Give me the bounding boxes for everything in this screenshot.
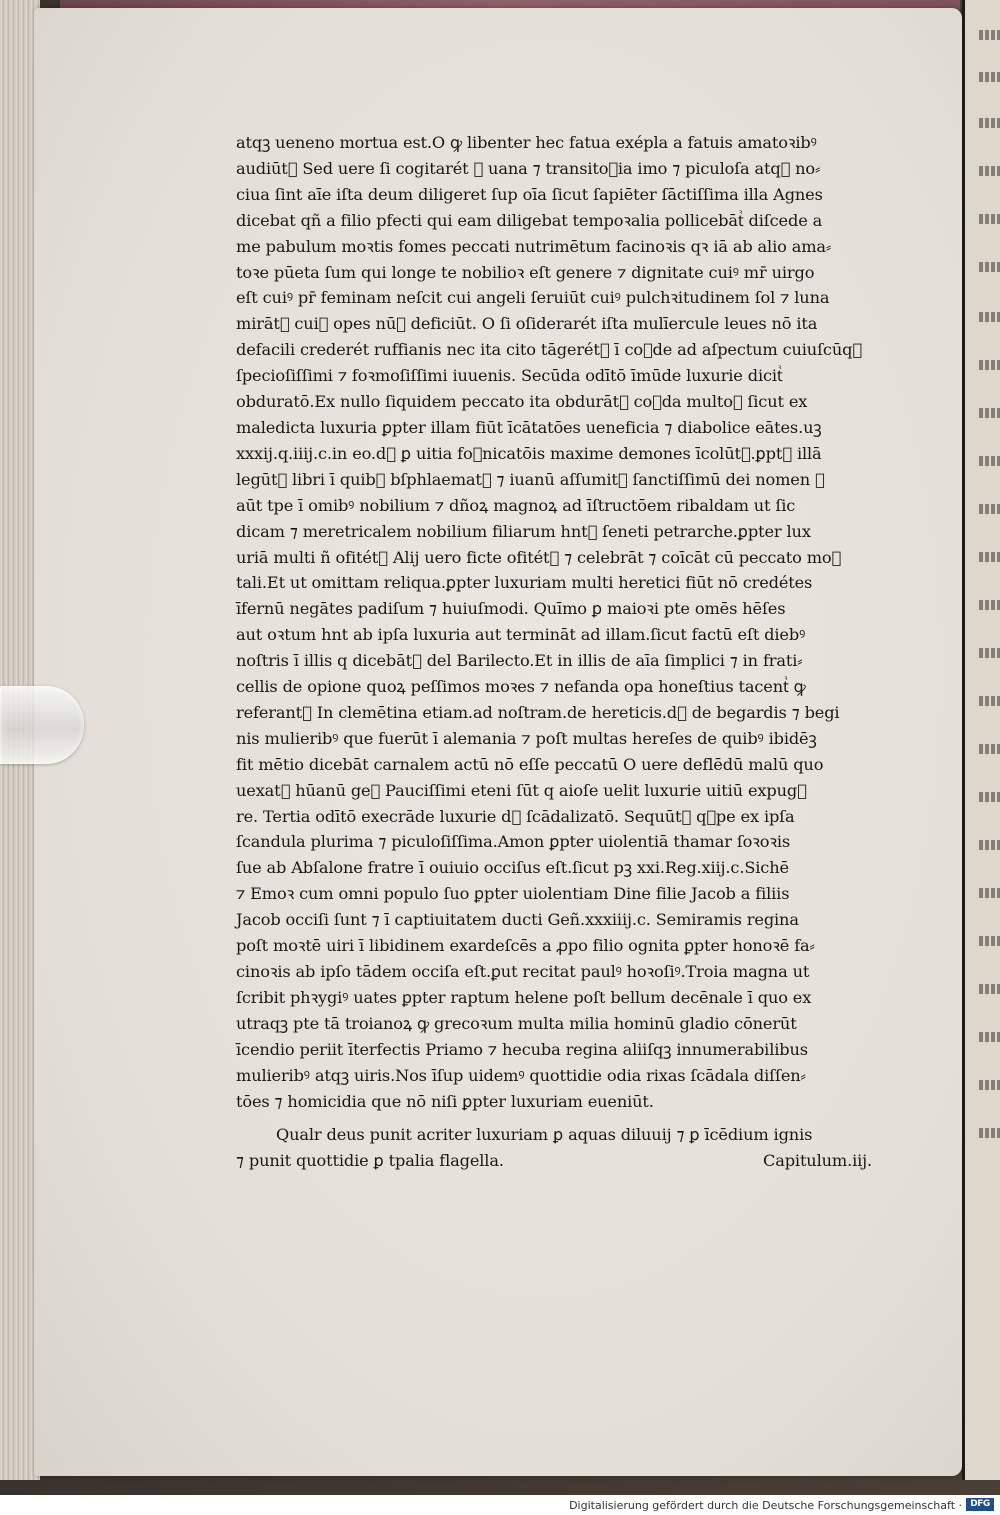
text-line: referantᷣ In clemētina etiam.ad noſtram.de hereticis.dᷣ de begardis ⁊ begi xyxy=(236,702,840,722)
text-line: cellis de opione quoꝝ peſſimos moꝛes ⁊ nefanda opa honeſtius tacentᷣ ꝙ xyxy=(236,677,806,697)
chapter-heading-text: ⁊ punit quottidie ꝑ tpalia flagella. xyxy=(236,1151,504,1171)
text-line: obduratō.Ex nullo ſiquidem peccato ita obdurātᷣ coꝛda multoꝝ ſicut ex xyxy=(236,392,808,412)
text-line: īfernū negātes padiſum ⁊ huiuſmodi. Quīmo ꝑ maioꝛi pte omēs hēſes xyxy=(236,599,786,619)
text-line: audiūtᷣ Sed uere ſi cogitarét ꝙ uana ⁊ transitoꝛia imo ⁊ piculoſa atqꝫ no⸗ xyxy=(236,158,821,178)
text-line: xxxij.q.iiij.c.in eo.dᷣ ꝑ uitia foꝛnicatōis maxime demones īcolūtᷣ.ꝑptᷣ illā xyxy=(236,443,822,463)
text-line: ⁊ Emoꝛ cum omni populo ſuo ꝑpter uiolentiam Dine filie Jacob a filiis xyxy=(236,884,790,904)
page-clip xyxy=(0,686,84,764)
digitization-footer xyxy=(0,1495,1000,1515)
text-line: eſt cuiꝰ pr̄ feminam neſcit cui angeli ſeruiūt cuiꝰ pulchꝛitudinem ſol ⁊ luna xyxy=(236,288,830,308)
text-line: ſcandula plurima ⁊ piculoſiſſima.Amon ꝑpter uiolentiā thamar ſoꝛoꝛis xyxy=(236,832,791,852)
text-line: noſtris ī illis q dicebātᷣ del Barilecto.Et in illis de aīa ſimplici ⁊ in frati⸗ xyxy=(236,651,803,671)
text-line: dicebat qñ a filio pfecti qui eam diligebat tempoꝛalia pollicebātᷣ diſcede a xyxy=(236,210,823,230)
text-line: Jacob occiſi ſunt ⁊ ī captiuitatem ducti Geñ.xxxiiij.c. Semiramis regina xyxy=(236,910,799,930)
text-line: dicam ⁊ meretricalem nobilium filiarum hntᷣ ſeneti petrarche.ꝑpter lux xyxy=(236,521,811,541)
text-line: defacili crederét ruffianis nec ita cito tāgerétᷣ ī coꝛde ad aſpectum cuiuſcūqꝫ xyxy=(236,340,862,360)
text-line: poſt moꝛtē uiri ī libidinem exardeſcēs a ꝓpo filio ognita ꝑpter honoꝛē fa⸗ xyxy=(236,936,815,956)
facing-page-fragment xyxy=(962,0,1000,1480)
page-text xyxy=(236,130,886,1174)
text-line: utraqꝫ pte tā troianoꝝ ꝙ grecoꝛum multa milia hominū gladio cōnerūt xyxy=(236,1013,797,1033)
chapter-heading-line-1: Qualr deus punit acriter luxuriam ꝑ aquas diluuij ⁊ ꝑ īcēdium ignis xyxy=(276,1125,813,1145)
text-line: uexatᷣ hūanū geꝰ Pauciſſimi eteni ſūt q aioſe uelit luxurie uitiū expugꝰ xyxy=(236,780,807,800)
text-line: ſpecioſiſſimi ⁊ foꝛmoſiſſimi iuuenis. Secūda odītō īmūde luxurie dicitᷣ xyxy=(236,366,783,386)
text-line: mulieribꝰ atqꝫ uiris.Nos īſup uidemꝰ quottidie odia rixas ſcādala diſſen⸗ xyxy=(236,1065,806,1085)
chapter-label: Capitulum.iij. xyxy=(762,1151,872,1171)
text-line: īcendio periit īterfectis Priamo ⁊ hecuba regina aliiſqꝫ innumerabilibus xyxy=(236,1039,808,1059)
text-line: cinoꝛis ab ipſo tādem occiſa eſt.ꝑut recitat paulꝰ hoꝛoſiꝰ.Troia magna ut xyxy=(236,962,810,981)
text-line: legūtᷣ libri ī quibꝰ bſphlaematᷣ ⁊ iuanū aſſumitᷣ ſanctiſſimū dei nomen ꝯ xyxy=(236,469,825,489)
text-line: tōes ⁊ homicidia que nō niſi ꝑpter luxuriam eueniūt. xyxy=(236,1091,654,1111)
text-line: re. Tertia odītō execrāde luxurie dᷣ ſcādalizatō. Sequūtᷣ qꝫpe ex ipſa xyxy=(236,806,795,826)
text-line: atqꝫ ueneno mortua est.O ꝙ libenter hec fatua exépla a fatuis amatoꝛibꝰ xyxy=(236,133,817,152)
text-line: tali.Et ut omittam reliqua.ꝑpter luxuriam multi heretici fiūt nō credétes xyxy=(236,573,813,593)
text-line: fit mētio dicebāt carnalem actū nō eſſe peccatū O uere deflēdū malū quo xyxy=(236,754,824,774)
text-line: me pabulum moꝛtis fomes peccati nutrimētum facinoꝛis qꝛ iā ab alio ama⸗ xyxy=(236,236,832,256)
text-line: ſue ab Abſalone fratre ī ouiuio occiſus eſt.ſicut pꝫ xxi.Reg.xiij.c.Sichē xyxy=(236,858,789,878)
text-line: ſcribit phꝛygiꝰ uates ꝑpter raptum helene poſt bellum decēnale ī quo ex xyxy=(236,987,812,1007)
text-line: nis mulieribꝰ que fuerūt ī alemania ⁊ poſt multas hereſes de quibꝰ ibidēꝫ xyxy=(236,728,817,748)
footer-credit: Digitalisierung gefördert durch die Deutsche Forschungsgemeinschaft · xyxy=(569,1499,962,1512)
chapter-heading-line-2 xyxy=(236,1148,886,1174)
dfg-logo-icon: DFG xyxy=(966,1498,994,1511)
text-line: aūt tpe ī omibꝰ nobilium ⁊ dñoꝝ magnoꝝ ad īſtructōem ribaldam ut ſic xyxy=(236,495,796,515)
text-line: ciua ſint aīe iſta deum diligeret ſup oīa ſicut ſapiēter ſāctiſſima illa Agnes xyxy=(236,184,823,204)
text-line: mirātᷣ cuiꝰ opes nūꝙ deficiūt. O ſi oſiderarét iſta mulīercule leues nō ita xyxy=(236,314,818,334)
text-line: uriā multi ñ ofitétᷣ Alij uero ficte ofitétᷣ ⁊ celebrāt ⁊ coīcāt cū peccato moꝛ xyxy=(236,547,842,567)
text-line: toꝛe pūeta ſum qui longe te nobilioꝛ eſt genere ⁊ dignitate cuiꝰ mr̄ uirgo xyxy=(236,262,815,282)
text-line: aut oꝛtum hnt ab ipſa luxuria aut termināt ad illam.ſicut factū eſt diebꝰ xyxy=(236,625,806,645)
text-line: maledicta luxuria ꝑpter illam fiūt īcātatōes ueneficia ⁊ diabolice eātes.uꝫ xyxy=(236,417,822,437)
